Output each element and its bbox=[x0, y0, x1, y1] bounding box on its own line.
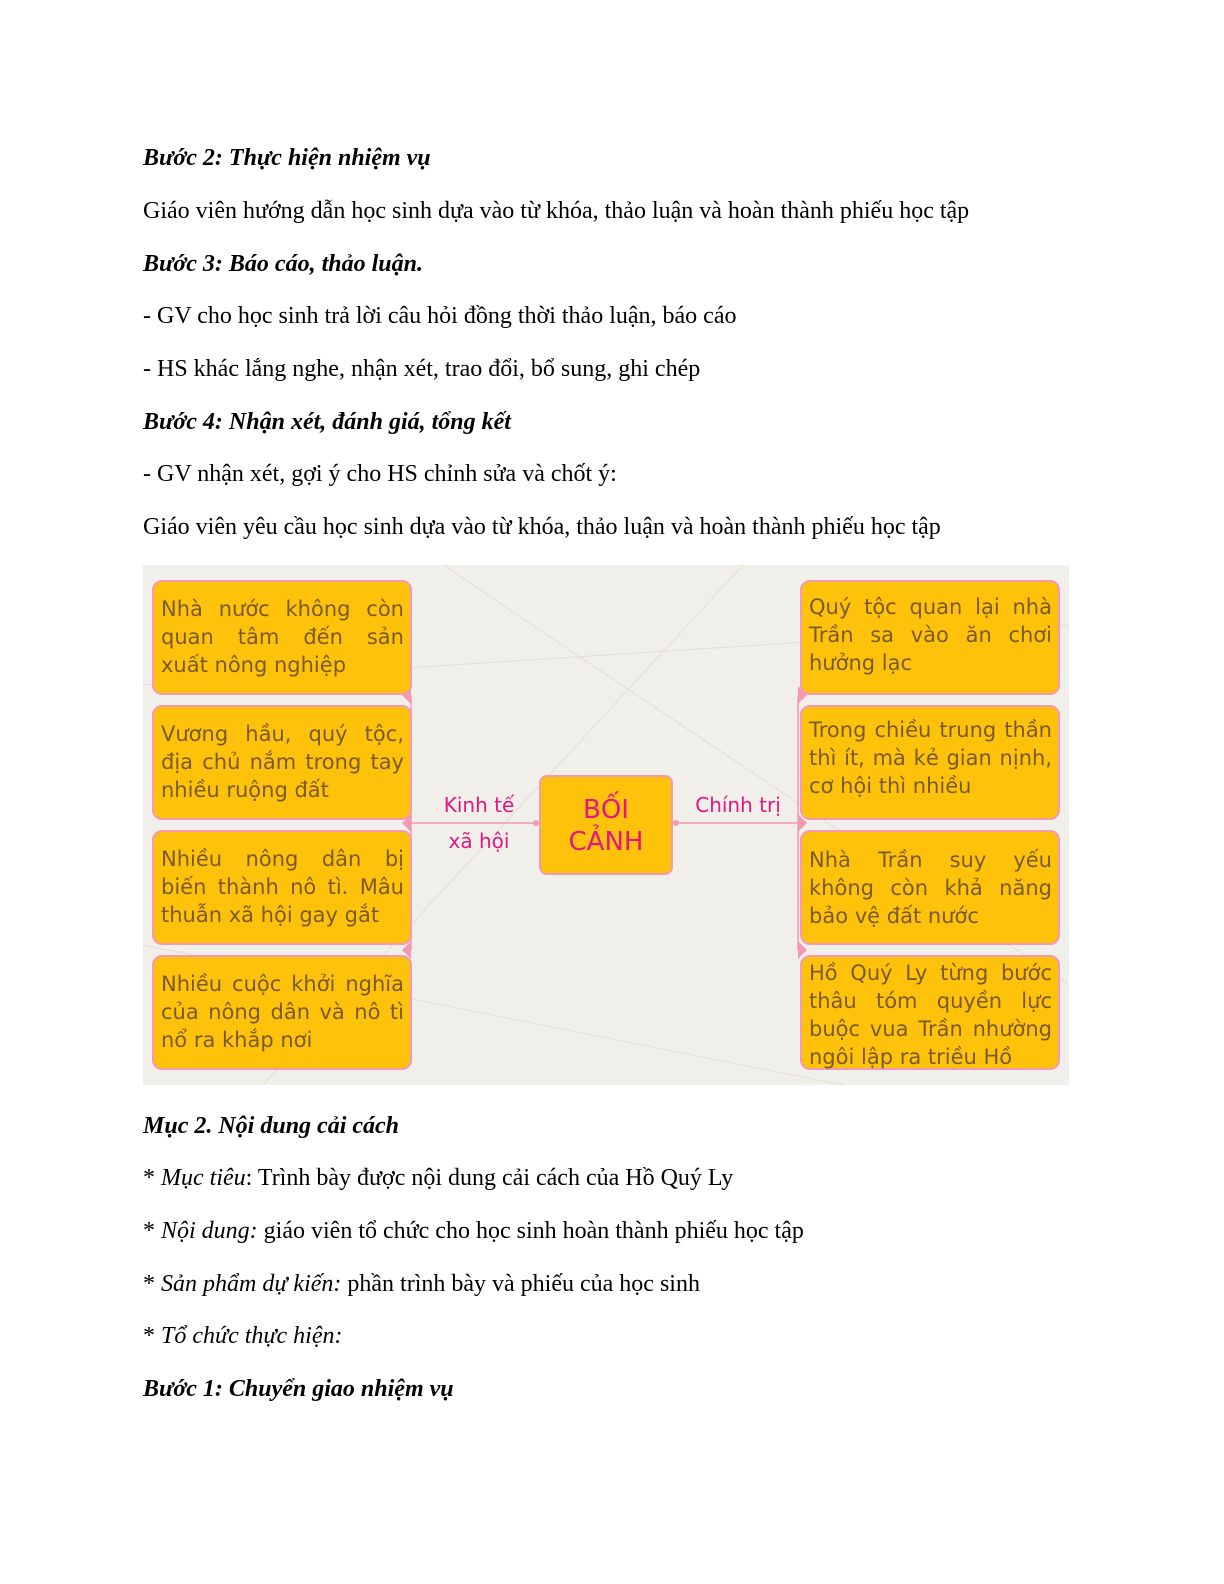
context-mind-map bbox=[143, 565, 1069, 1085]
right-branch-label: Chính trị bbox=[695, 793, 781, 817]
organize-label: Tổ chức thực hiện: bbox=[161, 1323, 343, 1349]
left-box-1: Nhà nước không còn quan tâm đến sản xuất nông nghiệp bbox=[152, 580, 412, 695]
objective-text: : Trình bày được nội dung cải cách của Hồ Quý Ly bbox=[245, 1165, 734, 1191]
center-node bbox=[539, 775, 673, 875]
left-branch-label-line-2: xã hội bbox=[448, 829, 510, 853]
content-label: Nội dung: bbox=[161, 1218, 258, 1244]
right-box-2: Trong chiều trung thần thì ít, mà kẻ gian nịnh, cơ hội thì nhiều bbox=[800, 705, 1060, 820]
step3-item-2: - HS khác lắng nghe, nhận xét, trao đổi, bổ sung, ghi chép bbox=[143, 356, 701, 382]
organize-line bbox=[143, 1321, 342, 1351]
objective-label: Mục tiêu bbox=[161, 1165, 246, 1191]
step1-heading: Bước 1: Chuyển giao nhiệm vụ bbox=[143, 1376, 454, 1402]
bullet: * bbox=[143, 1323, 161, 1349]
product-text: phần trình bày và phiếu của học sinh bbox=[341, 1271, 700, 1297]
step2-text: Giáo viên hướng dẫn học sinh dựa vào từ khóa, thảo luận và hoàn thành phiếu học tập bbox=[143, 198, 970, 224]
left-box-4: Nhiều cuộc khởi nghĩa của nông dân và nô tì nổ ra khắp nơi bbox=[152, 955, 412, 1070]
content-line bbox=[143, 1216, 804, 1246]
step3-heading: Bước 3: Báo cáo, thảo luận. bbox=[143, 251, 423, 277]
bullet: * bbox=[143, 1218, 161, 1244]
product-line bbox=[143, 1269, 700, 1299]
right-box-1: Quý tộc quan lại nhà Trần sa vào ăn chơi hưởng lạc bbox=[800, 580, 1060, 695]
right-box-3: Nhà Trần suy yếu không còn khả năng bảo vệ đất nước bbox=[800, 830, 1060, 945]
step4-heading: Bước 4: Nhận xét, đánh giá, tổng kết bbox=[143, 409, 511, 435]
objective-line bbox=[143, 1163, 733, 1193]
content-text: giáo viên tổ chức cho học sinh hoàn thành phiếu học tập bbox=[257, 1218, 804, 1244]
section2-heading: Mục 2. Nội dung cải cách bbox=[143, 1113, 400, 1139]
left-box-3: Nhiều nông dân bị biến thành nô tì. Mâu thuẫn xã hội gay gắt bbox=[152, 830, 412, 945]
left-box-2: Vương hầu, quý tộc, địa chủ nắm trong tay nhiều ruộng đất bbox=[152, 705, 412, 820]
left-branch-label-line-1: Kinh tế bbox=[443, 793, 515, 817]
center-node-line-2: CẢNH bbox=[568, 827, 644, 857]
right-box-4: Hồ Quý Ly từng bước thâu tóm quyền lực buộc vua Trần nhường ngôi lập ra triều Hồ bbox=[800, 955, 1060, 1070]
bullet: * bbox=[143, 1165, 161, 1191]
center-node-line-1: BỐI bbox=[583, 795, 629, 825]
step3-item-1: - GV cho học sinh trả lời câu hỏi đồng thời thảo luận, báo cáo bbox=[143, 303, 737, 329]
bullet: * bbox=[143, 1271, 161, 1297]
step4-text: Giáo viên yêu cầu học sinh dựa vào từ khóa, thảo luận và hoàn thành phiếu học tập bbox=[143, 514, 941, 540]
step4-item-1: - GV nhận xét, gợi ý cho HS chỉnh sửa và chốt ý: bbox=[143, 461, 617, 487]
step2-heading: Bước 2: Thực hiện nhiệm vụ bbox=[143, 145, 431, 171]
product-label: Sản phẩm dự kiến: bbox=[161, 1271, 342, 1297]
